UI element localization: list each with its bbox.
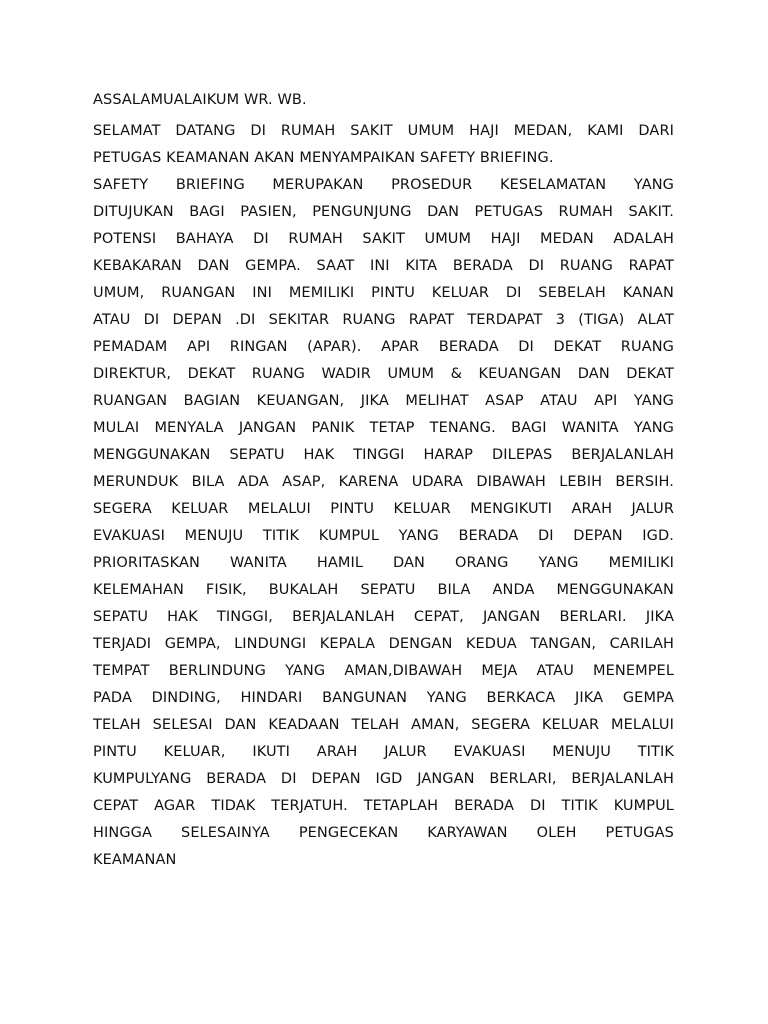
paragraph-line: DIREKTUR, DEKAT RUANG WADIR UMUM & KEUANGAN DAN DEKAT	[93, 366, 674, 382]
paragraph-line: UMUM, RUANGAN INI MEMILIKI PINTU KELUAR DI SEBELAH KANAN	[93, 285, 674, 301]
paragraph-line: KEAMANAN	[93, 852, 177, 868]
paragraph-line: MENGGUNAKAN SEPATU HAK TINGGI HARAP DILEPAS BERJALANLAH	[93, 447, 674, 463]
paragraph-line: SELAMAT DATANG DI RUMAH SAKIT UMUM HAJI MEDAN, KAMI DARI	[93, 123, 674, 139]
paragraph-line: KELEMAHAN FISIK, BUKALAH SEPATU BILA ANDA MENGGUNAKAN	[93, 582, 674, 598]
paragraph-line: KEBAKARAN DAN GEMPA. SAAT INI KITA BERADA DI RUANG RAPAT	[93, 258, 674, 274]
paragraph-line: MERUNDUK BILA ADA ASAP, KARENA UDARA DIBAWAH LEBIH BERSIH.	[93, 474, 674, 490]
greeting-text	[93, 87, 674, 114]
paragraph-line: KUMPULYANG BERADA DI DEPAN IGD JANGAN BERLARI, BERJALANLAH	[93, 771, 674, 787]
greeting-line: ASSALAMUALAIKUM WR. WB.	[93, 92, 307, 108]
paragraph-line: HINGGA SELESAINYA PENGECEKAN KARYAWAN OLEH PETUGAS	[93, 825, 674, 841]
paragraph-line: TEMPAT BERLINDUNG YANG AMAN,DIBAWAH MEJA ATAU MENEMPEL	[93, 663, 674, 679]
intro-paragraph	[93, 118, 674, 172]
paragraph-line: PEMADAM API RINGAN (APAR). APAR BERADA DI DEKAT RUANG	[93, 339, 674, 355]
paragraph-line: RUANGAN BAGIAN KEUANGAN, JIKA MELIHAT ASAP ATAU API YANG	[93, 393, 674, 409]
paragraph-line: PRIORITASKAN WANITA HAMIL DAN ORANG YANG MEMILIKI	[93, 555, 674, 571]
paragraph-line: SEPATU HAK TINGGI, BERJALANLAH CEPAT, JANGAN BERLARI. JIKA	[93, 609, 674, 625]
paragraph-line: POTENSI BAHAYA DI RUMAH SAKIT UMUM HAJI MEDAN ADALAH	[93, 231, 674, 247]
body-paragraph	[93, 172, 674, 874]
paragraph-line: EVAKUASI MENUJU TITIK KUMPUL YANG BERADA DI DEPAN IGD.	[93, 528, 674, 544]
paragraph-line: SAFETY BRIEFING MERUPAKAN PROSEDUR KESELAMATAN YANG	[93, 177, 674, 193]
paragraph-line: PETUGAS KEAMANAN AKAN MENYAMPAIKAN SAFETY BRIEFING.	[93, 150, 554, 166]
paragraph-line: ATAU DI DEPAN .DI SEKITAR RUANG RAPAT TERDAPAT 3 (TIGA) ALAT	[93, 312, 674, 328]
paragraph-line: SEGERA KELUAR MELALUI PINTU KELUAR MENGIKUTI ARAH JALUR	[93, 501, 674, 517]
paragraph-line: MULAI MENYALA JANGAN PANIK TETAP TENANG. BAGI WANITA YANG	[93, 420, 674, 436]
paragraph-line: CEPAT AGAR TIDAK TERJATUH. TETAPLAH BERADA DI TITIK KUMPUL	[93, 798, 674, 814]
paragraph-line: TERJADI GEMPA, LINDUNGI KEPALA DENGAN KEDUA TANGAN, CARILAH	[93, 636, 674, 652]
paragraph-line: PADA DINDING, HINDARI BANGUNAN YANG BERKACA JIKA GEMPA	[93, 690, 674, 706]
paragraph-line: PINTU KELUAR, IKUTI ARAH JALUR EVAKUASI MENUJU TITIK	[93, 744, 674, 760]
paragraph-line: TELAH SELESAI DAN KEADAAN TELAH AMAN, SEGERA KELUAR MELALUI	[93, 717, 674, 733]
paragraph-line: DITUJUKAN BAGI PASIEN, PENGUNJUNG DAN PETUGAS RUMAH SAKIT.	[93, 204, 674, 220]
